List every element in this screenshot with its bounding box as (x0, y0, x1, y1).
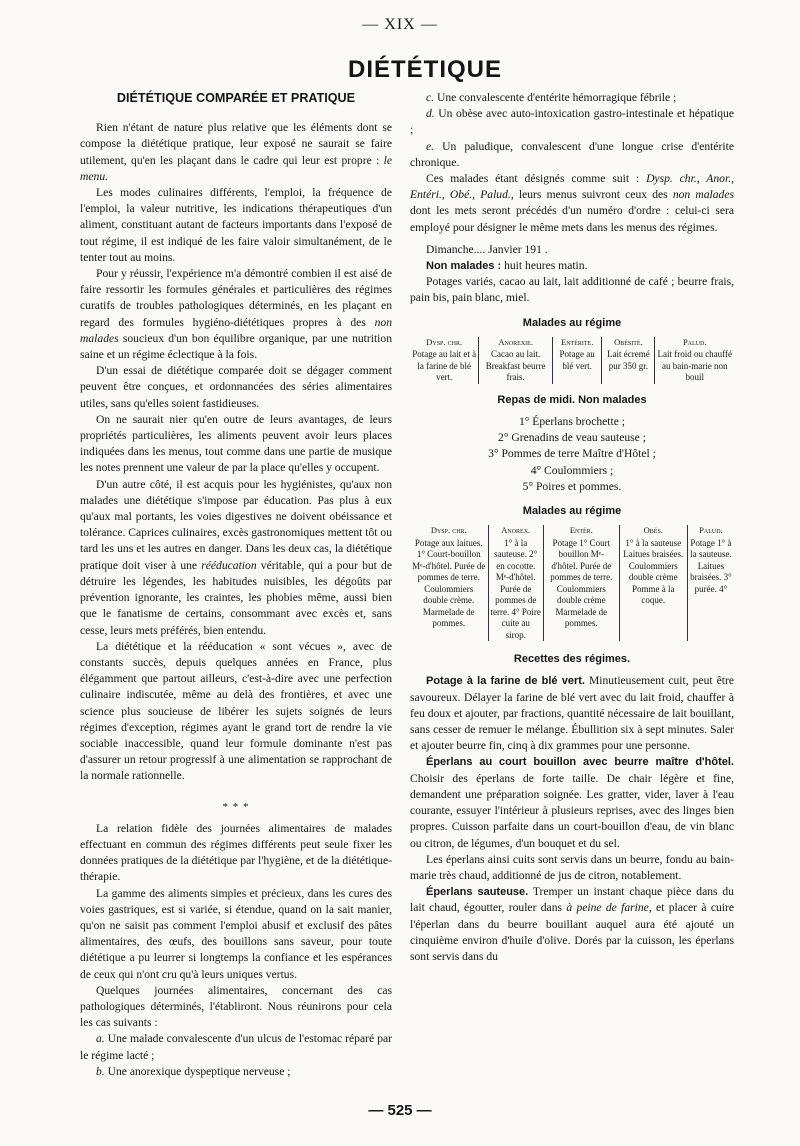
recipe-paragraph: Éperlans sauteuse. Tremper un instant chaque pièce dans du lait chaud, égoutter, rouler dans à peine de farine, et placer à cuire l'éperlan dans du beurre bouillant auquel aura été ajouté un cinquième environ d'huile d'olive. Dorés par la cuisson, les éperlans sont servis dans du (410, 885, 734, 963)
section-heading: DIÉTÉTIQUE COMPARÉE ET PRATIQUE (116, 91, 356, 105)
paragraph: D'un autre côté, il est acquis pour les hygiénistes, qu'aux non malades une diététique s'impose par éducation. Pas plus à eux qu'aux mal portants, les voies digestives ne doivent obéissance et tolérance. Caprices culinaires, excès gastronomiques mettent tôt ou tard les uns et les autres en danger. Dans les deux cas, la diététique pratique doit viser à une rééducation véritable, qui a pour but de détruire les légendes, les habitudes nuisibles, les dégoûts par prévention ignorante, les craintes, les phobies même, aussi bien que le fanatisme de certains, consommant avec excès et, sans cesse, leurs mets préférés, bien entendu. (80, 477, 392, 637)
table-cell: Anorexie. Cacao au lait. Breakfast beurre frais. (479, 337, 553, 384)
case-item: d. Un obèse avec auto-intoxication gastro-intestinale et hépatique ; (410, 107, 734, 137)
menu-item: 1° Éperlans brochette ; (518, 415, 626, 429)
right-column (410, 90, 734, 965)
lunch-menu (410, 414, 734, 495)
table-heading: Malades au régime (522, 316, 622, 329)
page-number: — 525 — (368, 1102, 432, 1119)
paragraph: Quelques journées alimentaires, concernant des cas pathologiques déterminés, l'établiront. Nous réunirons pour cela les cas suivants : (80, 983, 392, 1030)
menu-item: 5° Poires et pommes. (522, 479, 622, 493)
table-heading: Malades au régime (522, 505, 622, 518)
recipe-paragraph: Éperlans au court bouillon avec beurre maître d'hôtel. Choisir des éperlans de forte taille. De chair légère et fine, demandent une préparation soignée. Les gratter, vider, laver à l'eau courante, essuyer l'intérieur à plusieurs reprises, avec des linges bien propres. Cuisson parfaite dans un court-bouillon d'eau, de vin blanc ou citron, de légumes, d'un bouquet et du sel. (410, 756, 734, 850)
table-cell: Entér. Potage 1° Court bouillon Mᵉ-d'hôtel. Purée de pommes de terre. Coulommiers double crème Marmelade de pommes. (543, 525, 619, 641)
paragraph: On ne saurait nier qu'en outre de leurs avantages, de leurs propriétés particulières, les aliments peuvent avoir leurs places indiquées dans les menus, tout comme dans une partie de musique les notes prennent une valeur de par la place qu'elles y occupent. (80, 412, 392, 475)
paragraph: Rien n'étant de nature plus relative que les éléments dont se compose la diététique pratique, leur exposé ne saurait se faire utilement, qu'en les plaçant dans le cadre qui leur est propre : le menu. (80, 121, 392, 183)
case-item: e. Un paludique, convalescent d'une longue crise d'entérite chronique. (410, 139, 734, 169)
paragraph: La diététique et la rééducation « sont vécues », avec de constants succès, depuis quelques années en France, plus élégamment que partout ailleurs, c'est-à-dire avec une perfection culinaire indiscutée, même au delà des frontières, et avec une science plus soucieuse de libérer les sujets soignés de leurs régimes d'exception, régimes ayant le grand tort de rendre la vie sociable inaccessible, quand leur formule dominante n'est pas d'assurer un retour progressif à une alimentation se rapprochant de la normale rationnelle. (80, 639, 392, 783)
breakfast-regime-table (410, 337, 734, 384)
paragraph: La gamme des aliments simples et précieux, dans les cures des voies gastriques, est si variée, si étendue, quand on la sait manier, qu'on ne saisit pas comment l'emploi abusif et exclusif des pâtes alimentaires, des œufs, des bouillons sans saveur, pour toute diététique a pu leurrer si longtemps la confiance et les espérances de ceux qui n'ont cru qu'à leurs uniques vertus. (80, 886, 392, 981)
table-cell: Palud. Potage 1° à la sauteuse. Laitues braisées. 3° purée. 4° (687, 525, 734, 641)
lunch-regime-table (410, 525, 734, 641)
paragraph: Pour y réussir, l'expérience m'a démontré combien il est aisé de faire ressortir les formules générales et particulières des régimes curatifs de troubles pathologiques déterminés, en les plaçant en regard des formules hygiéno-diététiques propres à des non malades soucieux d'un bon équilibre organique, par une nutrition saine et un régime éclectique à la fois. (80, 267, 392, 362)
table-cell: Entérite. Potage au blé vert. (552, 337, 601, 384)
table-cell: Obés. 1° à la sauteuse Laitues braisées. Coulommiers double crème Pomme à la coque. (619, 525, 687, 641)
table-cell: Anorex. 1° à la sauteuse. 2° en cocotte. Mᵉ-d'hôtel. Purée de pommes de terre. 4° Poire cuite au sirop. (488, 525, 543, 641)
table-cell: Dysp. chr. Potage aux laitues. 1° Court-bouillon Mᵉ-d'hôtel. Purée de pommes de terre. Coulommiers double crème. Marmelade de pommes. (412, 525, 486, 629)
recipe-paragraph: Les éperlans ainsi cuits sont servis dans un beurre, fondu au bain-marie très chaud, additionné de jus de citron, notablement. (410, 852, 734, 882)
date-line: Dimanche.... Janvier 191 . (426, 242, 548, 256)
case-item: b. Une anorexique dyspeptique nerveuse ; (96, 1064, 291, 1078)
case-item: a. Une malade convalescente d'un ulcus de l'estomac réparé par le régime lacté ; (80, 1032, 392, 1062)
table-cell: Obésité. Lait écremé pur 350 gr. (602, 337, 655, 384)
roman-page-folio: — XIX — (362, 16, 438, 33)
paragraph: Les modes culinaires différents, l'emploi, la fréquence de l'emploi, la valeur nutritive, les indications thérapeutiques d'un aliment, constituant autant de facteurs importants dans l'exposé de tout régime, il est indiqué de les faire valoir simultanément, de le tenter tout au moins. (80, 186, 392, 264)
menu-heading: Repas de midi. Non malades (497, 393, 647, 406)
paragraph: La relation fidèle des journées alimentaires de malades effectuant en commun des régimes différents peut seule fixer les données pratiques de la diététique par l'hygiène, et de la diététique-thérapie. (80, 821, 392, 884)
table-cell: Dysp. chr. Potage au lait et à la farine de blé vert. (412, 336, 477, 383)
menu-item: 3° Pommes de terre Maître d'Hôtel ; (488, 447, 656, 461)
section-separator: * * * (222, 800, 250, 813)
paragraph: Potages variés, cacao au lait, lait additionné de café ; beurre frais, pain bis, pain blanc, miel. (410, 275, 734, 305)
table-cell: Palud. Lait froid ou chauffé au bain-marie non bouil (655, 337, 734, 384)
recipes-heading: Recettes des régimes. (513, 653, 631, 666)
recipe-paragraph: Potage à la farine de blé vert. Minutieusement cuit, peut être savoureux. Délayer la farine de blé vert avec du lait froid, chauffer à feu doux et ajouter, par fractions, quantité nécessaire de lait bouillant, sans cesser de remuer le mélange. Ébullition six à sept minutes. Saler et ajouter beurre fin, cinq à dix grammes pour une personne. (410, 674, 734, 753)
paragraph: D'un essai de diététique comparée doit se dégager comment peuvent être conçues, et ordonnancées des séries alimentaires utiles, sans qu'elles soient fastidieuses. (80, 364, 392, 410)
page-title: DIÉTÉTIQUE (347, 56, 502, 83)
menu-item: 4° Coulommiers ; (530, 463, 614, 477)
paragraph: Non malades : huit heures matin. (426, 259, 588, 273)
menu-item: 2° Grenadins de veau sauteuse ; (498, 431, 646, 445)
case-item: c. Une convalescente d'entérite hémorragique fébrile ; (426, 91, 677, 104)
paragraph: Ces malades étant désignés comme suit : Dysp. chr., Anor., Entéri., Obé., Palud., leurs menus suivront ceux des non malades dont les mets seront précédés d'un numéro d'ordre : celui-ci sera employé pour désigner le même mets dans les menus des régimes. (410, 172, 735, 234)
left-column (80, 90, 392, 1080)
